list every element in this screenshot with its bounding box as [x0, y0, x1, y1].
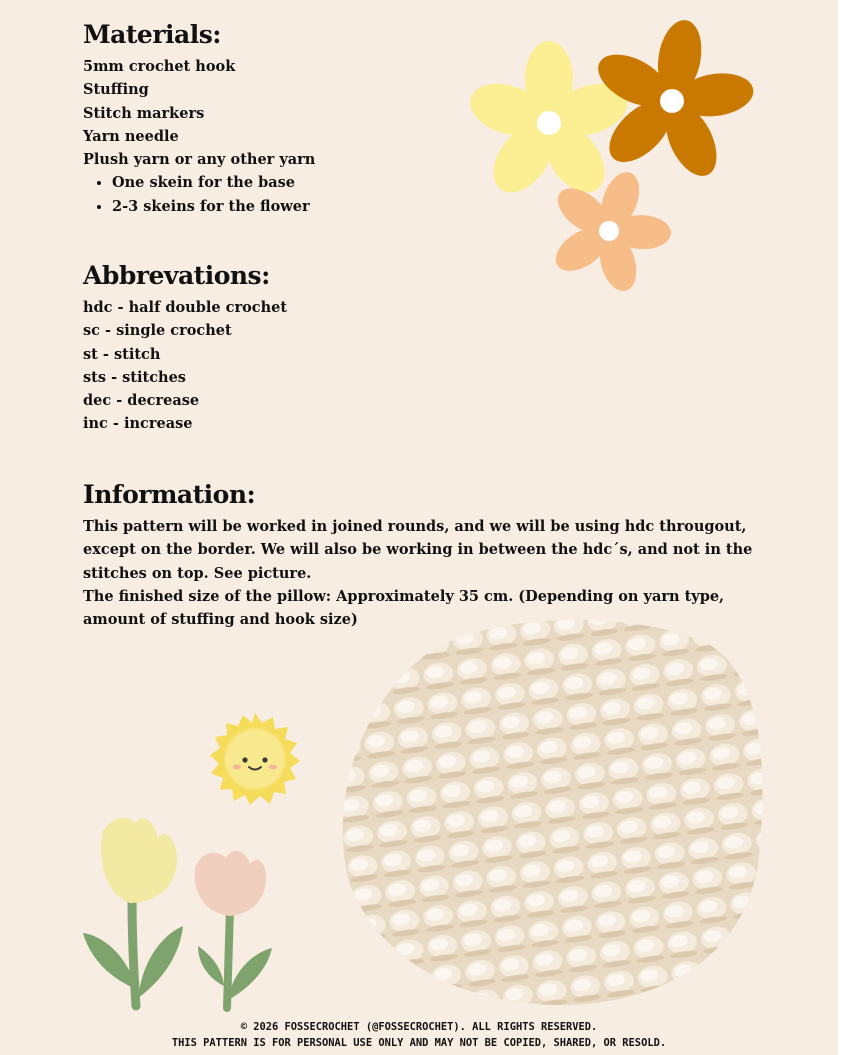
- yarn-sublist: [83, 171, 315, 218]
- tulip-yellow-icon: [83, 818, 183, 1006]
- list-item: dec - decrease: [83, 392, 200, 410]
- list-item: Plush yarn or any other yarn: [83, 151, 316, 169]
- list-item: Stitch markers: [83, 104, 205, 122]
- information-heading: Information:: [83, 480, 256, 509]
- abbreviations-heading: Abbrevations:: [83, 261, 270, 290]
- stitch-photo: [340, 615, 770, 1013]
- information-paragraph: The finished size of the pillow: Approximately 35 cm. (Depending on yarn type, amount of stuffing and hook size): [83, 587, 725, 629]
- usage-notice: THIS PATTERN IS FOR PERSONAL USE ONLY AND MAY NOT BE COPIED, SHARED, OR RESOLD.: [171, 1036, 667, 1049]
- list-item: Yarn needle: [83, 127, 179, 145]
- list-item: sc - single crochet: [83, 322, 232, 340]
- tulip-pink-icon: [195, 851, 272, 1008]
- list-item: 5mm crochet hook: [83, 58, 236, 75]
- information-text: [83, 515, 763, 631]
- list-item: sts - stitches: [83, 368, 186, 386]
- list-item: Stuffing: [83, 81, 149, 99]
- list-item: hdc - half double crochet: [83, 299, 288, 316]
- materials-heading: Materials:: [83, 20, 221, 49]
- yarn-sublist-wrapper: [83, 171, 315, 218]
- copyright-footer: [0, 1020, 838, 1051]
- information-paragraph: This pattern will be worked in joined rounds, and we will be using hdc througout, except on the border. We will also be working in between the hdc´s, and not in the stitches on top. See picture.: [83, 518, 753, 582]
- abbreviations-list: [83, 296, 287, 436]
- copyright-line: © 2026 FOSSECROCHET (@FOSSECROCHET). ALL RIGHTS RESERVED.: [240, 1021, 598, 1033]
- list-item: inc - increase: [83, 415, 193, 433]
- tulips: [80, 808, 280, 1013]
- list-item: st - stitch: [83, 345, 161, 363]
- flower-cluster: [455, 10, 765, 310]
- sun-icon: [205, 710, 305, 808]
- materials-list: [83, 55, 315, 218]
- flower-peach-icon: [548, 167, 671, 295]
- list-item: • 2-3 skeins for the flower: [112, 195, 315, 218]
- list-item: • One skein for the base: [112, 171, 315, 194]
